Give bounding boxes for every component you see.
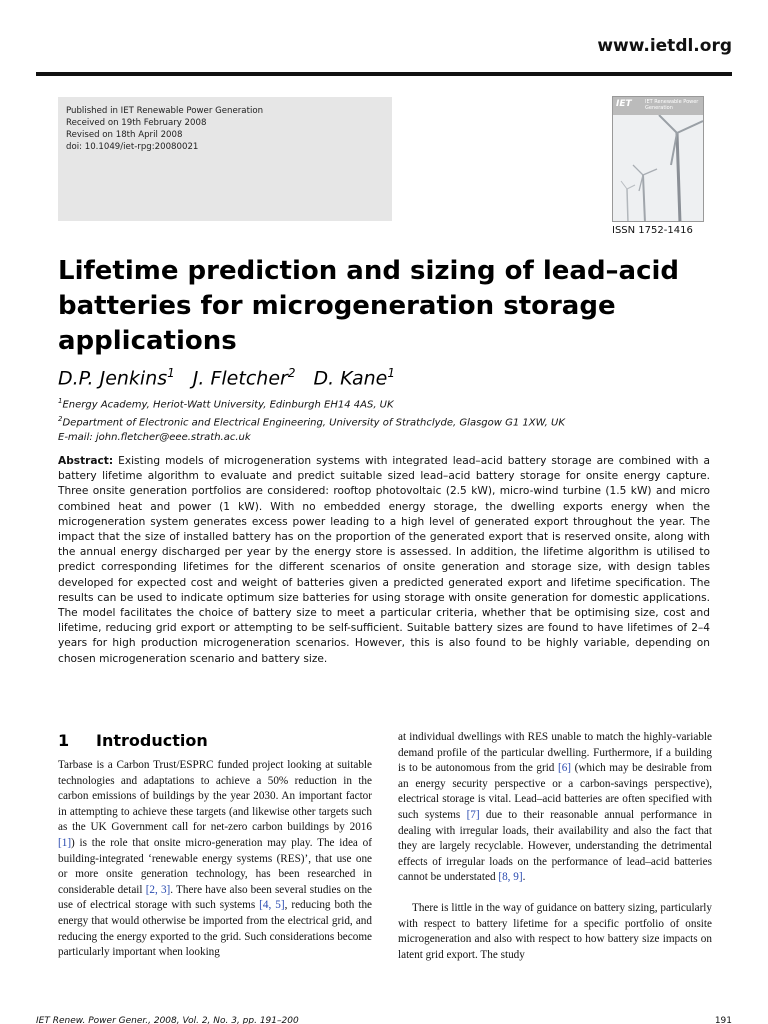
abstract bbox=[58, 454, 710, 667]
citation-link[interactable]: [6] bbox=[557, 762, 572, 775]
text-run: Tarbase is a Carbon Trust/ESPRC funded project looking at suitable technologies and adaptations to achieve a 50% reduction in the carbon emissions of buildings by the year 2030. An important factor in attempting to achieve these targets (and likewise other targets such as the UK Government call for net-zero carbon buildings by 2016 bbox=[58, 759, 372, 834]
contact-email[interactable]: E-mail: john.fletcher@eee.strath.ac.uk bbox=[58, 431, 251, 443]
paper-title: Lifetime prediction and sizing of lead–acid batteries for microgeneration storage applications bbox=[58, 256, 680, 356]
issn: ISSN 1752-1416 bbox=[612, 225, 693, 236]
citation-link[interactable]: [4, 5] bbox=[259, 899, 285, 912]
citation-link[interactable]: [8, 9] bbox=[498, 871, 523, 884]
author-name: D.P. Jenkins bbox=[58, 367, 168, 390]
abstract-text: Existing models of microgeneration systems with integrated lead–acid battery storage are combined with a battery lifetime algorithm to evaluate and predict suitable sized lead–acid battery storage for onsite energy capture. Three onsite generation portfolios are considered: rooftop photovoltaic (2.5 kW), micro-wind turbine (1.5 kW) and micro combined heat and power (1 kW). With no embedded energy storage, the dwelling exports energy when the microgeneration system generates excess power leading to a high level of generated export throughout the year. The impact that the size of installed battery has on the proportion of the generated export that is reserved onsite, along with the annual energy discharged per year by the energy store is assessed. In addition, the lifetime algorithm is utilised to predict corresponding lifetimes for the different scenarios of onsite generation and storage size, with design tables developed for expected cost and weight of batteries given a predicted generated export and lifetime specification. The results can be used to indicate optimum size batteries for using storage with onsite generation for domestic applications. The model facilitates the choice of battery size to meet a particular criteria, whether that be optimising size, cost and lifetime, reducing grid export or attempting to be self-sufficient. Suitable battery sizes are found to have lifetimes of 2–4 years for high production microgeneration scenarios. However, this is also found to be highly variable, depending on chosen microgeneration scenario and battery size. bbox=[58, 455, 710, 665]
published-in-line: Published in IET Renewable Power Generation bbox=[66, 106, 264, 116]
page-number: 191 bbox=[714, 1016, 732, 1024]
affiliations bbox=[58, 394, 565, 445]
author-affiliation-mark: 1 bbox=[167, 366, 175, 380]
abstract-label: Abstract: bbox=[58, 455, 114, 467]
paragraph bbox=[398, 730, 712, 886]
journal-cover-image bbox=[612, 96, 704, 222]
publication-info-box bbox=[58, 97, 392, 221]
author-affiliation-mark: 2 bbox=[287, 366, 296, 380]
paragraph bbox=[58, 758, 372, 961]
author-list bbox=[58, 366, 395, 389]
page-footer bbox=[36, 1016, 732, 1024]
citation-link[interactable]: [1] bbox=[58, 836, 72, 849]
citation-link[interactable]: [2, 3] bbox=[145, 883, 171, 896]
body-column-right bbox=[398, 730, 712, 963]
text-run: due to their reasonable annual performance in dealing with irregular loads, their availability and also the fact that they are largely recyclable. However, understanding the detrimental effects of irregular loads on the performance of lead–acid batteries cannot be understated bbox=[398, 808, 713, 884]
section-number: 1 bbox=[58, 731, 70, 750]
cover-journal-title: IET Renewable Power Generation bbox=[645, 99, 699, 111]
text-run: ) is the role that onsite micro-generation may play. The idea of building-integrated ‘renewable energy systems (RES)’, that use one or more onsite generation technology, has been researched in considerable detail bbox=[58, 836, 372, 896]
author-affiliation-mark: 1 bbox=[387, 366, 395, 380]
affiliation-line: $^1$Energy Academy, Heriot-Watt University, Edinburgh EH14 4AS, UK bbox=[58, 397, 394, 411]
text-run: , reducing both the energy that would otherwise be imported from the electrical grid, and reducing the energy exported to the grid. Such considerations become particularly important when looking bbox=[58, 899, 373, 959]
author-name: D. Kane bbox=[313, 367, 388, 390]
section-heading bbox=[58, 731, 208, 750]
citation-link[interactable]: [7] bbox=[466, 808, 480, 821]
received-line: Received on 19th February 2008 bbox=[66, 118, 207, 128]
paragraph: There is little in the way of guidance on battery sizing, particularly with respect to battery lifetime for a specific portfolio of onsite microgeneration and also with respect to how battery size impacts on latent grid export. The study bbox=[398, 901, 712, 961]
text-run: . bbox=[522, 871, 526, 884]
text-run: . There have also been several studies on the use of electrical storage with such systems bbox=[58, 883, 372, 912]
section-title: Introduction bbox=[96, 731, 208, 750]
text-run: at individual dwellings with RES unable to match the highly-variable demand profile of the particular dwelling. Furthermore, if a building is to be autonomous from the grid bbox=[398, 731, 712, 775]
revised-line: Revised on 18th April 2008 bbox=[66, 130, 183, 140]
body-column-left bbox=[58, 758, 372, 961]
footer-citation: IET Renew. Power Gener., 2008, Vol. 2, No. 3, pp. 191–200 bbox=[36, 1016, 299, 1024]
author-name: J. Fletcher bbox=[192, 367, 288, 390]
affiliation-line: $^2$Department of Electronic and Electrical Engineering, University of Strathclyde, Glasgow G1 1XW, UK bbox=[58, 415, 565, 429]
doi-line: doi: 10.1049/iet-rpg:20080021 bbox=[66, 142, 199, 152]
text-run: (which may be desirable from an energy security perspective or a carbon-savings perspective), electrical storage is vital. Lead–acid batteries are often specified with such systems bbox=[398, 762, 712, 821]
iet-logo: IET bbox=[616, 99, 632, 109]
header-rule bbox=[36, 72, 732, 76]
wind-turbine-icon bbox=[613, 115, 704, 222]
site-url[interactable]: www.ietdl.org bbox=[597, 36, 732, 56]
